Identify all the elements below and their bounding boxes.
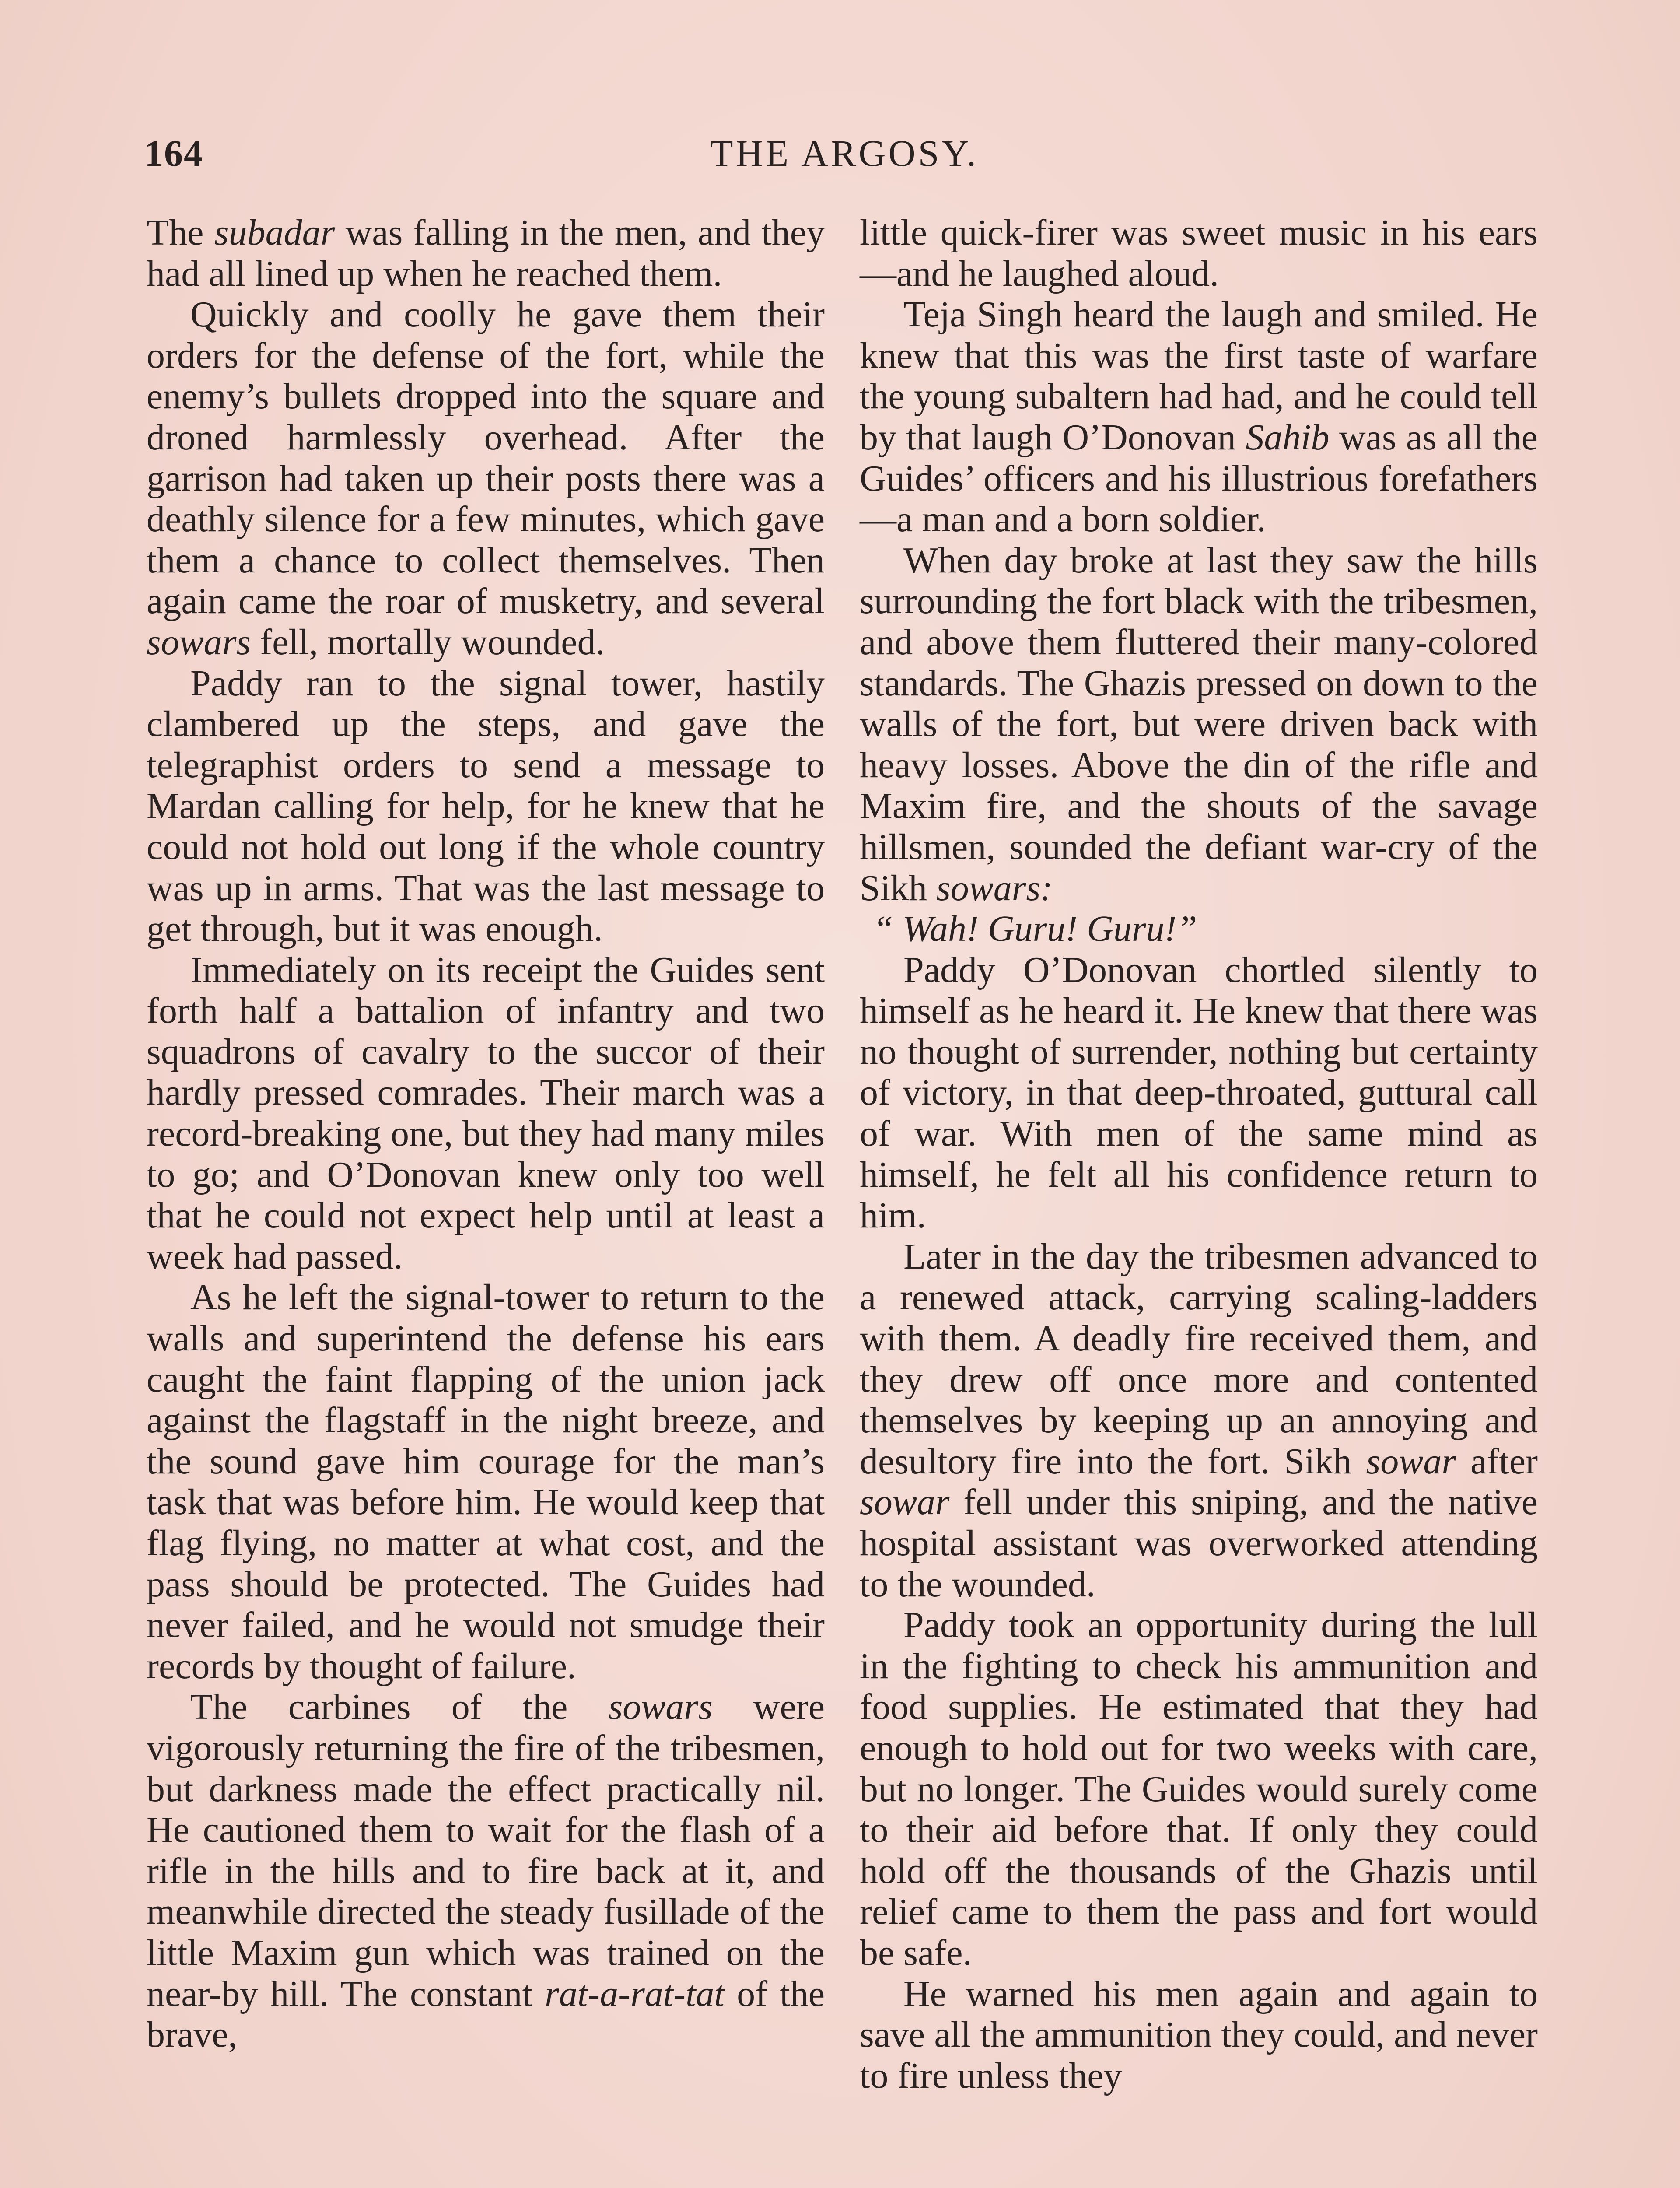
paragraph: The carbines of the sowars were vigorously returning the fire of the tribesmen, but darkness made the effect practically nil. He cautioned them to wait for the flash of a rifle in the hills and to fire back at it, and meanwhile directed the steady fusillade of the little Maxim gun which was trained on the near-by hill. The constant rat-a-rat-tat of the brave, xyxy=(147,1687,825,2055)
paragraph: Paddy O’Donovan chortled silently to himself as he heard it. He knew that there was no thought of surrender, nothing but certainty of victory, in that deep-throated, guttural call of war. With men of the same mind as himself, he felt all his confidence return to him. xyxy=(860,949,1538,1236)
paragraph: When day broke at last they saw the hills surrounding the fort black with the tribesmen, and above them fluttered their many-colored standards. The Ghazis pressed on down to the walls of the fort, but were driven back with heavy losses. Above the din of the rifle and Maxim fire, and the shouts of the savage hillsmen, sounded the defiant war-cry of the Sikh sowars: xyxy=(860,540,1538,908)
paragraph: Paddy ran to the signal tower, hastily clambered up the steps, and gave the telegraphist orders to send a message to Mardan calling for help, for he knew that he could not hold out long if the whole country was up in arms. That was the last message to get through, but it was enough. xyxy=(147,663,825,950)
running-head: THE ARGOSY. xyxy=(710,132,979,174)
right-column xyxy=(860,212,1538,2096)
paragraph: The subadar was falling in the men, and they had all lined up when he reached them. xyxy=(147,212,825,294)
paragraph: He warned his men again and again to save all the ammunition they could, and never to fire unless they xyxy=(860,1973,1538,2096)
left-column xyxy=(147,212,825,2055)
paragraph: Teja Singh heard the laugh and smiled. He knew that this was the first taste of warfare the young subaltern had had, and he could tell by that laugh O’Donovan Sahib was as all the Guides’ officers and his illustrious forefathers—a man and a born soldier. xyxy=(860,294,1538,540)
paragraph: little quick-firer was sweet music in his ears—and he laughed aloud. xyxy=(860,212,1538,294)
page-header xyxy=(140,131,1549,179)
war-cry-line: “ Wah! Guru! Guru!” xyxy=(873,908,1197,950)
paragraph: Paddy took an opportunity during the lull in the fighting to check his ammunition and food supplies. He estimated that they had enough to hold out for two weeks with care, but no longer. The Guides would surely come to their aid before that. If only they could hold off the thousands of the Ghazis until relief came to them the pass and fort would be safe. xyxy=(860,1605,1538,1973)
paragraph: Quickly and coolly he gave them their orders for the defense of the fort, while the enemy’s bullets dropped into the square and droned harmlessly overhead. After the garrison had taken up their posts there was a deathly silence for a few minutes, which gave them a chance to collect themselves. Then again came the roar of musketry, and several sowars fell, mortally wounded. xyxy=(147,294,825,663)
paragraph: Immediately on its receipt the Guides sent forth half a battalion of infantry and two squadrons of cavalry to the succor of their hardly pressed comrades. Their march was a record-breaking one, but they had many miles to go; and O’Donovan knew only too well that he could not expect help until at least a week had passed. xyxy=(147,949,825,1277)
paragraph: As he left the signal-tower to return to the walls and superintend the defense his ears caught the faint flapping of the union jack against the flagstaff in the night breeze, and the sound gave him courage for the man’s task that was before him. He would keep that flag flying, no matter at what cost, and the pass should be protected. The Guides had never failed, and he would not smudge their records by thought of failure. xyxy=(147,1277,825,1687)
paragraph: Later in the day the tribesmen advanced to a renewed attack, carrying scaling-ladders with them. A deadly fire received them, and they drew off once more and contented themselves by keeping up an annoying and desultory fire into the fort. Sikh sowar after sowar fell under this sniping, and the native hospital assistant was overworked attending to the wounded. xyxy=(860,1236,1538,1605)
page-number: 164 xyxy=(144,132,203,174)
